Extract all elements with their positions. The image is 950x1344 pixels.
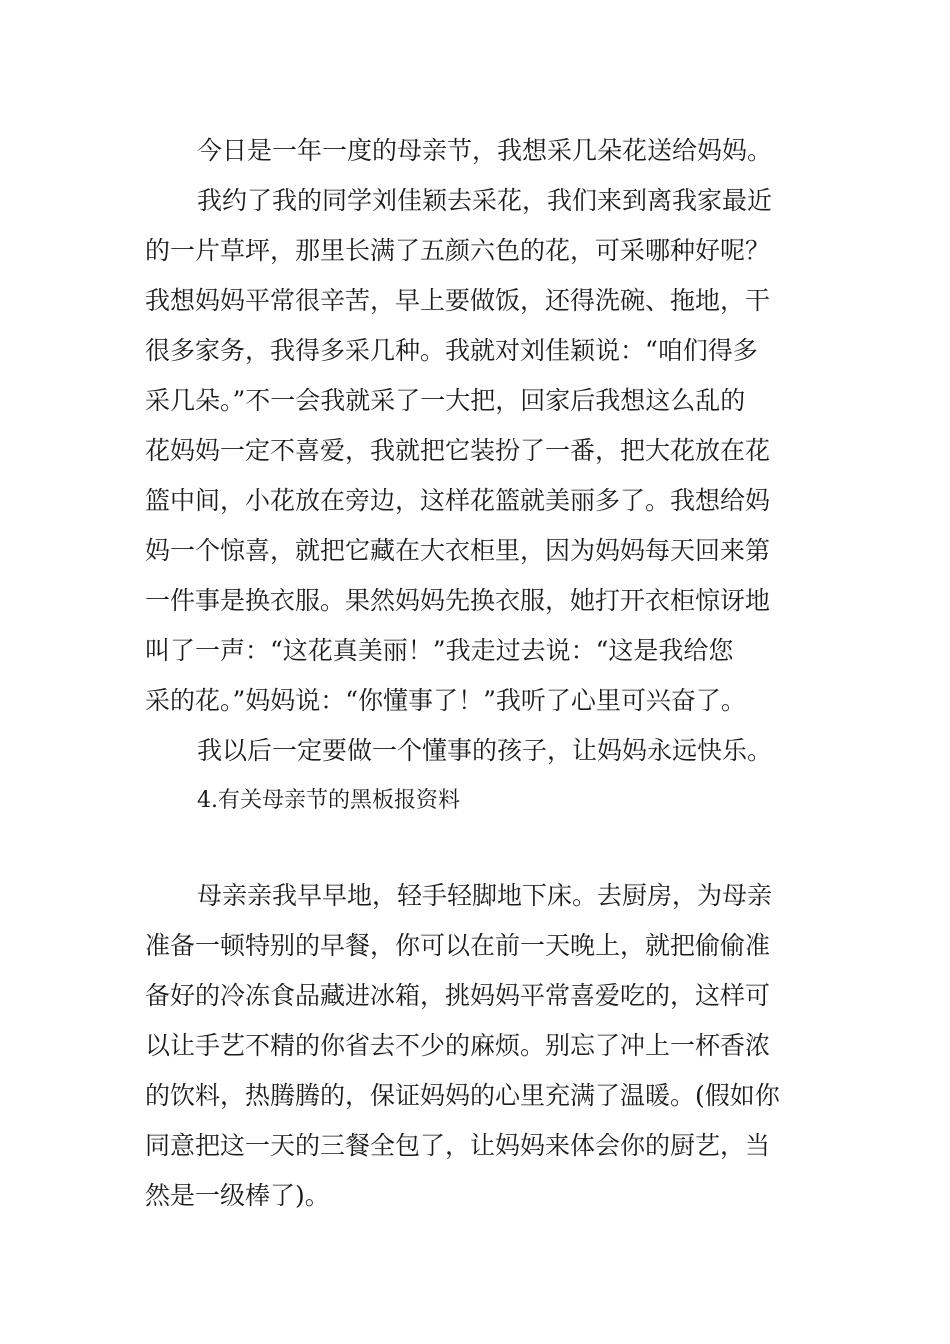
paragraph-line: 采几朵。”不一会我就采了一大把，回家后我想这么乱的 (145, 386, 746, 415)
paragraph-line: 的饮料，热腾腾的，保证妈妈的心里充满了温暖。(假如你 (145, 1081, 780, 1110)
paragraph-line: 母亲亲我早早地，轻手轻脚地下床。去厨房，为母亲 (197, 881, 773, 910)
paragraph-line: 今日是一年一度的母亲节，我想采几朵花送给妈妈。 (197, 136, 773, 165)
section-2 (145, 871, 805, 1221)
paragraph-line: 备好的冷冻食品藏进冰箱，挑妈妈平常喜爱吃的，这样可 (145, 981, 771, 1010)
paragraph-line: 同意把这一天的三餐全包了，让妈妈来体会你的厨艺，当 (145, 1131, 771, 1160)
paragraph-line: 然是一级棒了)。 (145, 1181, 330, 1210)
paragraph-line: 篮中间，小花放在旁边，这样花篮就美丽多了。我想给妈 (145, 486, 771, 515)
paragraph-line: 我以后一定要做一个懂事的孩子，让妈妈永远快乐。 (197, 736, 773, 765)
paragraph-line: 我约了我的同学刘佳颖去采花，我们来到离我家最近 (197, 186, 773, 215)
paragraph-line: 妈一个惊喜，就把它藏在大衣柜里，因为妈妈每天回来第 (145, 536, 771, 565)
paragraph-line: 以让手艺不精的你省去不少的麻烦。别忘了冲上一杯香浓 (145, 1031, 771, 1060)
section-heading: 4.有关母亲节的黑板报资料 (197, 788, 460, 813)
paragraph-line: 很多家务，我得多采几种。我就对刘佳颖说：“咱们得多 (145, 336, 758, 365)
paragraph-line: 我想妈妈平常很辛苦，早上要做饭，还得洗碗、拖地，干 (145, 286, 771, 315)
paragraph-line: 花妈妈一定不喜爱，我就把它装扮了一番，把大花放在花 (145, 436, 771, 465)
section-1 (145, 126, 805, 826)
paragraph-line: 一件事是换衣服。果然妈妈先换衣服，她打开衣柜惊讶地 (145, 586, 771, 615)
paragraph-line: 准备一顿特别的早餐，你可以在前一天晚上，就把偷偷准 (145, 931, 771, 960)
paragraph-line: 叫了一声：“这花真美丽！”我走过去说：“这是我给您 (145, 636, 734, 665)
paragraph-line: 采的花。”妈妈说：“你懂事了！”我听了心里可兴奋了。 (145, 686, 746, 715)
paragraph-line: 的一片草坪，那里长满了五颜六色的花，可采哪种好呢？ (145, 236, 771, 265)
